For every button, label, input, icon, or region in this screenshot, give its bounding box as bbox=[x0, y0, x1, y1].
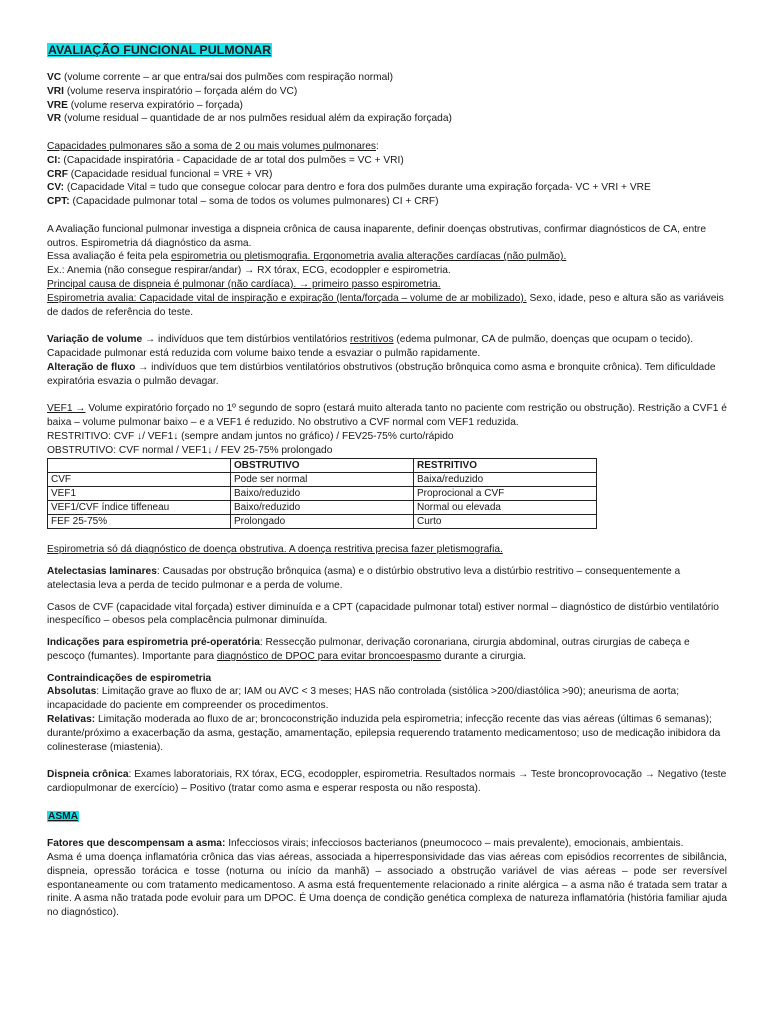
alteracao-paragraph bbox=[47, 361, 727, 389]
comparison-table bbox=[47, 458, 597, 529]
capacity-item bbox=[47, 195, 727, 209]
volume-desc: (volume reserva inspiratório – forçada além do VC) bbox=[63, 85, 298, 97]
vef1-text: Volume expiratório forçado no 1º segundo de sopro (estará muito alterada tanto no paciente com restrição ou obstrução). Restrição a CVF1 é baixa – volume pulmonar baixo – e a VEF1 é reduzido. No obstrutivo a CVF normal com VEF1 reduzida. bbox=[47, 403, 727, 428]
volume-desc: (volume residual – quantidade de ar nos pulmões residual além da expiração forçada) bbox=[61, 113, 452, 125]
intro-paragraph: A Avaliação funcional pulmonar investiga a dispneia crônica de causa inaparente, definir doenças obstrutivas, confirmar diagnósticos de CA, entre outros. Espirometria dá diagnóstico da asma. bbox=[47, 223, 706, 249]
intro-line bbox=[47, 278, 727, 292]
capacity-term: CV: bbox=[47, 182, 64, 194]
table-cell: Baixa/reduzido bbox=[414, 473, 597, 487]
asma-paragraph: Asma é uma doença inflamatória crônica das vias aéreas, associada a hiperresponsividade das vias aéreas com episódios recorrentes de sibilância, dispneia, opressão torácica e tosse (noturna ou início da manhã) – associado a obstrução variável de vias aéreas – pode ser reversível espontaneamente ou com tratamento medicamentoso. A asma está frequentemente relacionado a rinite alérgica – a asma não é tratada sem tratar a rinite. A asma não tratada pode evoluir para um DPOC. É Uma doença de condição genética complexa de natureza inflamatória (história familiar ajuda no diagnóstico). bbox=[47, 852, 727, 919]
atelectasias-term: Atelectasias laminares bbox=[47, 565, 157, 577]
capacity-item bbox=[47, 154, 727, 168]
table-row bbox=[48, 515, 597, 529]
volume-desc: (volume reserva expiratório – forçada) bbox=[67, 99, 243, 111]
contra-absolutas-term: Absolutas bbox=[47, 686, 97, 698]
indicacoes-text: durante a cirurgia. bbox=[441, 650, 527, 662]
indicacoes-text: : Ressecção pulmonar, derivação coronariana, cirurgia abdominal, outras cirurgias de cabeça e pescoço (fumantes). Importante para bbox=[47, 637, 690, 662]
table-cell: Prolongado bbox=[231, 515, 414, 529]
table-cell: Normal ou elevada bbox=[414, 501, 597, 515]
contra-absolutas bbox=[47, 685, 727, 713]
variacao-paragraph bbox=[47, 333, 727, 361]
table-header: OBSTRUTIVO bbox=[231, 459, 414, 473]
intro-underlined: espirometria ou pletismografia. Ergonometria avalia alterações cardíacas (não pulmão). bbox=[171, 251, 567, 263]
intro-underlined: Espirometria avalia: Capacidade vital de inspiração e expiração (lenta/forçada – volume de ar mobilizado). bbox=[47, 292, 527, 304]
fatores-paragraph bbox=[47, 837, 727, 851]
alteracao-text: → indivíduos que tem distúrbios ventilatórios obstrutivos (obstrução brônquica como asma e bronquite crônica). Tem dificuldade expiratória esvazia o pulmão devagar. bbox=[47, 361, 716, 387]
dispneia-desc: : Exames laboratoriais, RX tórax, ECG, ecodoppler, espirometria. Resultados normais → Teste broncoprovocação → Negativo (teste cardiopulmonar de exercício) – Positivo (tratar como asma e esperar resposta ou não resposta). bbox=[47, 769, 727, 795]
table-header bbox=[48, 459, 231, 473]
table-row bbox=[48, 487, 597, 501]
capacities-heading: Capacidades pulmonares são a soma de 2 ou mais volumes pulmonares: bbox=[47, 140, 379, 152]
contra-heading bbox=[47, 672, 727, 686]
capacity-term: CRF bbox=[47, 168, 68, 180]
alteracao-term: Alteração de fluxo bbox=[47, 361, 136, 373]
espiro-note-text: Espirometria só dá diagnóstico de doença obstrutiva. A doença restritiva precisa fazer pletismografia. bbox=[47, 544, 503, 556]
capacity-item bbox=[47, 168, 727, 182]
capacity-term: CI: bbox=[47, 154, 61, 166]
volume-term: VRE bbox=[47, 99, 68, 111]
capacity-desc: (Capacidade pulmonar total – soma de todos os volumes pulmonares) CI + CRF) bbox=[69, 196, 439, 208]
variacao-term: Variação de volume bbox=[47, 334, 143, 346]
volume-item bbox=[47, 112, 727, 126]
intro-section bbox=[47, 223, 727, 320]
variacao-text: (edema pulmonar, CA de pulmão, doenças que ocupam o tecido). Capacidade pulmonar está reduzida com volume baixo tende a esvaziar o pulmão rapidamente. bbox=[47, 334, 694, 359]
asma-title-highlight: ASMA bbox=[48, 810, 78, 822]
capacity-desc: (Capacidade residual funcional = VRE + VR) bbox=[67, 168, 273, 180]
asma-title bbox=[47, 810, 727, 824]
volume-item bbox=[47, 71, 727, 85]
table-cell: VEF1/CVF índice tiffeneau bbox=[48, 501, 231, 515]
capacity-term: CPT: bbox=[47, 196, 70, 208]
fatores-term: Fatores que descompensam a asma: bbox=[47, 838, 226, 850]
intro-text: Sexo, idade, peso e altura são as variáveis de dados de referência do teste. bbox=[47, 292, 724, 318]
contra-heading-text: Contraindicações de espirometria bbox=[47, 672, 212, 684]
table-cell: Baixo/reduzido bbox=[231, 487, 414, 501]
intro-underlined: Principal causa de dispneia é pulmonar (não cardíaca). → primeiro passo espirometria. bbox=[47, 278, 441, 290]
intro-text: Essa avaliação é feita pela bbox=[47, 251, 172, 263]
capacity-desc: (Capacidade inspiratória - Capacidade de ar total dos pulmões = VC + VRI) bbox=[60, 154, 404, 166]
indicacoes-underlined: diagnóstico de DPOC para evitar broncoespasmo bbox=[216, 650, 442, 662]
volumes-list bbox=[47, 71, 727, 126]
indicacoes-paragraph bbox=[47, 636, 727, 664]
restritivo-line: RESTRITIVO: CVF ↓/ VEF1↓ (sempre andam juntos no gráfico) / FEV25-75% curto/rápido bbox=[47, 430, 454, 442]
contra-relativas-text: Limitação moderada ao fluxo de ar; broncoconstrição induzida pela espirometria; infecção recente das vias aéreas (últimas 6 semanas); durante/próximo a exacerbação da asma, gestação, amamentação, epilepsia requerendo tratamento medicamentoso; uso de medicação inibidora da colinesterase (miastenia). bbox=[47, 714, 721, 753]
atelectasias-paragraph bbox=[47, 565, 727, 593]
indicacoes-term: Indicações para espirometria pré-operatória bbox=[47, 637, 260, 649]
intro-line bbox=[47, 250, 727, 264]
vef1-paragraph bbox=[47, 402, 727, 430]
contra-absolutas-text: : Limitação grave ao fluxo de ar; IAM ou AVC < 3 meses; HAS não controlada (sistólica >200/diastólica >90); aneurisma de aorta; incapacidade do paciente em compreender os procedimentos. bbox=[47, 686, 680, 712]
capacity-desc: (Capacidade Vital = tudo que consegue colocar para dentro e fora dos pulmões durante uma expiração forçada- VC + VRI + VRE bbox=[63, 182, 651, 194]
volume-term: VR bbox=[47, 113, 62, 125]
vef1-term: VEF1 → bbox=[47, 403, 86, 415]
obstrutivo-line: OBSTRUTIVO: CVF normal / VEF1↓ / FEV 25-75% prolongado bbox=[47, 444, 333, 456]
capacity-item bbox=[47, 181, 727, 195]
table-header-row bbox=[48, 459, 597, 473]
volume-term: VRI bbox=[47, 85, 64, 97]
page-title bbox=[47, 42, 727, 59]
contra-relativas bbox=[47, 713, 727, 754]
table-row bbox=[48, 473, 597, 487]
document-page bbox=[47, 42, 727, 920]
volume-desc: (volume corrente – ar que entra/sai dos pulmões com respiração normal) bbox=[61, 72, 393, 83]
table-cell: FEF 25-75% bbox=[48, 515, 231, 529]
table-cell: VEF1 bbox=[48, 487, 231, 501]
volume-term: VC bbox=[47, 72, 62, 83]
casos-paragraph: Casos de CVF (capacidade vital forçada) estiver diminuída e a CPT (capacidade pulmonar total) estiver normal – diagnóstico de distúrbio ventilatório inespecífico – obesos pela complacência pulmonar diminuída. bbox=[47, 601, 719, 627]
title-highlight: AVALIAÇÃO FUNCIONAL PULMONAR bbox=[48, 43, 272, 57]
table-header: RESTRITIVO bbox=[414, 459, 597, 473]
fatores-desc: Infecciosos virais; infecciosos bacterianos (pneumococo – mais prevalente), emocionais, ambientais. bbox=[225, 838, 684, 850]
variacao-underlined: restritivos bbox=[349, 334, 394, 346]
intro-line bbox=[47, 292, 727, 320]
volume-item bbox=[47, 99, 727, 113]
atelectasias-desc: : Causadas por obstrução brônquica (asma) e o distúrbio obstrutivo leva a distúrbio restritivo – consequentemente a atelectasia leva a perda de tecido pulmonar e a perda de volume. bbox=[47, 565, 681, 591]
capacities-section bbox=[47, 140, 727, 209]
dispneia-paragraph bbox=[47, 768, 727, 796]
contra-relativas-term: Relativas: bbox=[47, 714, 96, 726]
intro-line: Ex.: Anemia (não consegue respirar/andar) → RX tórax, ECG, ecodoppler e espirometria. bbox=[47, 265, 451, 277]
table-cell: Curto bbox=[414, 515, 597, 529]
table-cell: Baixo/reduzido bbox=[231, 501, 414, 515]
espiro-note bbox=[47, 543, 727, 557]
table-cell: Pode ser normal bbox=[231, 473, 414, 487]
capacities-heading-text: Capacidades pulmonares são a soma de 2 ou mais volumes pulmonares bbox=[47, 140, 377, 152]
dispneia-term: Dispneia crônica bbox=[47, 769, 129, 781]
table-row bbox=[48, 501, 597, 515]
table-cell: CVF bbox=[48, 473, 231, 487]
table-cell: Proprocional a CVF bbox=[414, 487, 597, 501]
variacao-text: → indivíduos que tem distúrbios ventilatórios bbox=[142, 334, 350, 346]
volume-item bbox=[47, 85, 727, 99]
